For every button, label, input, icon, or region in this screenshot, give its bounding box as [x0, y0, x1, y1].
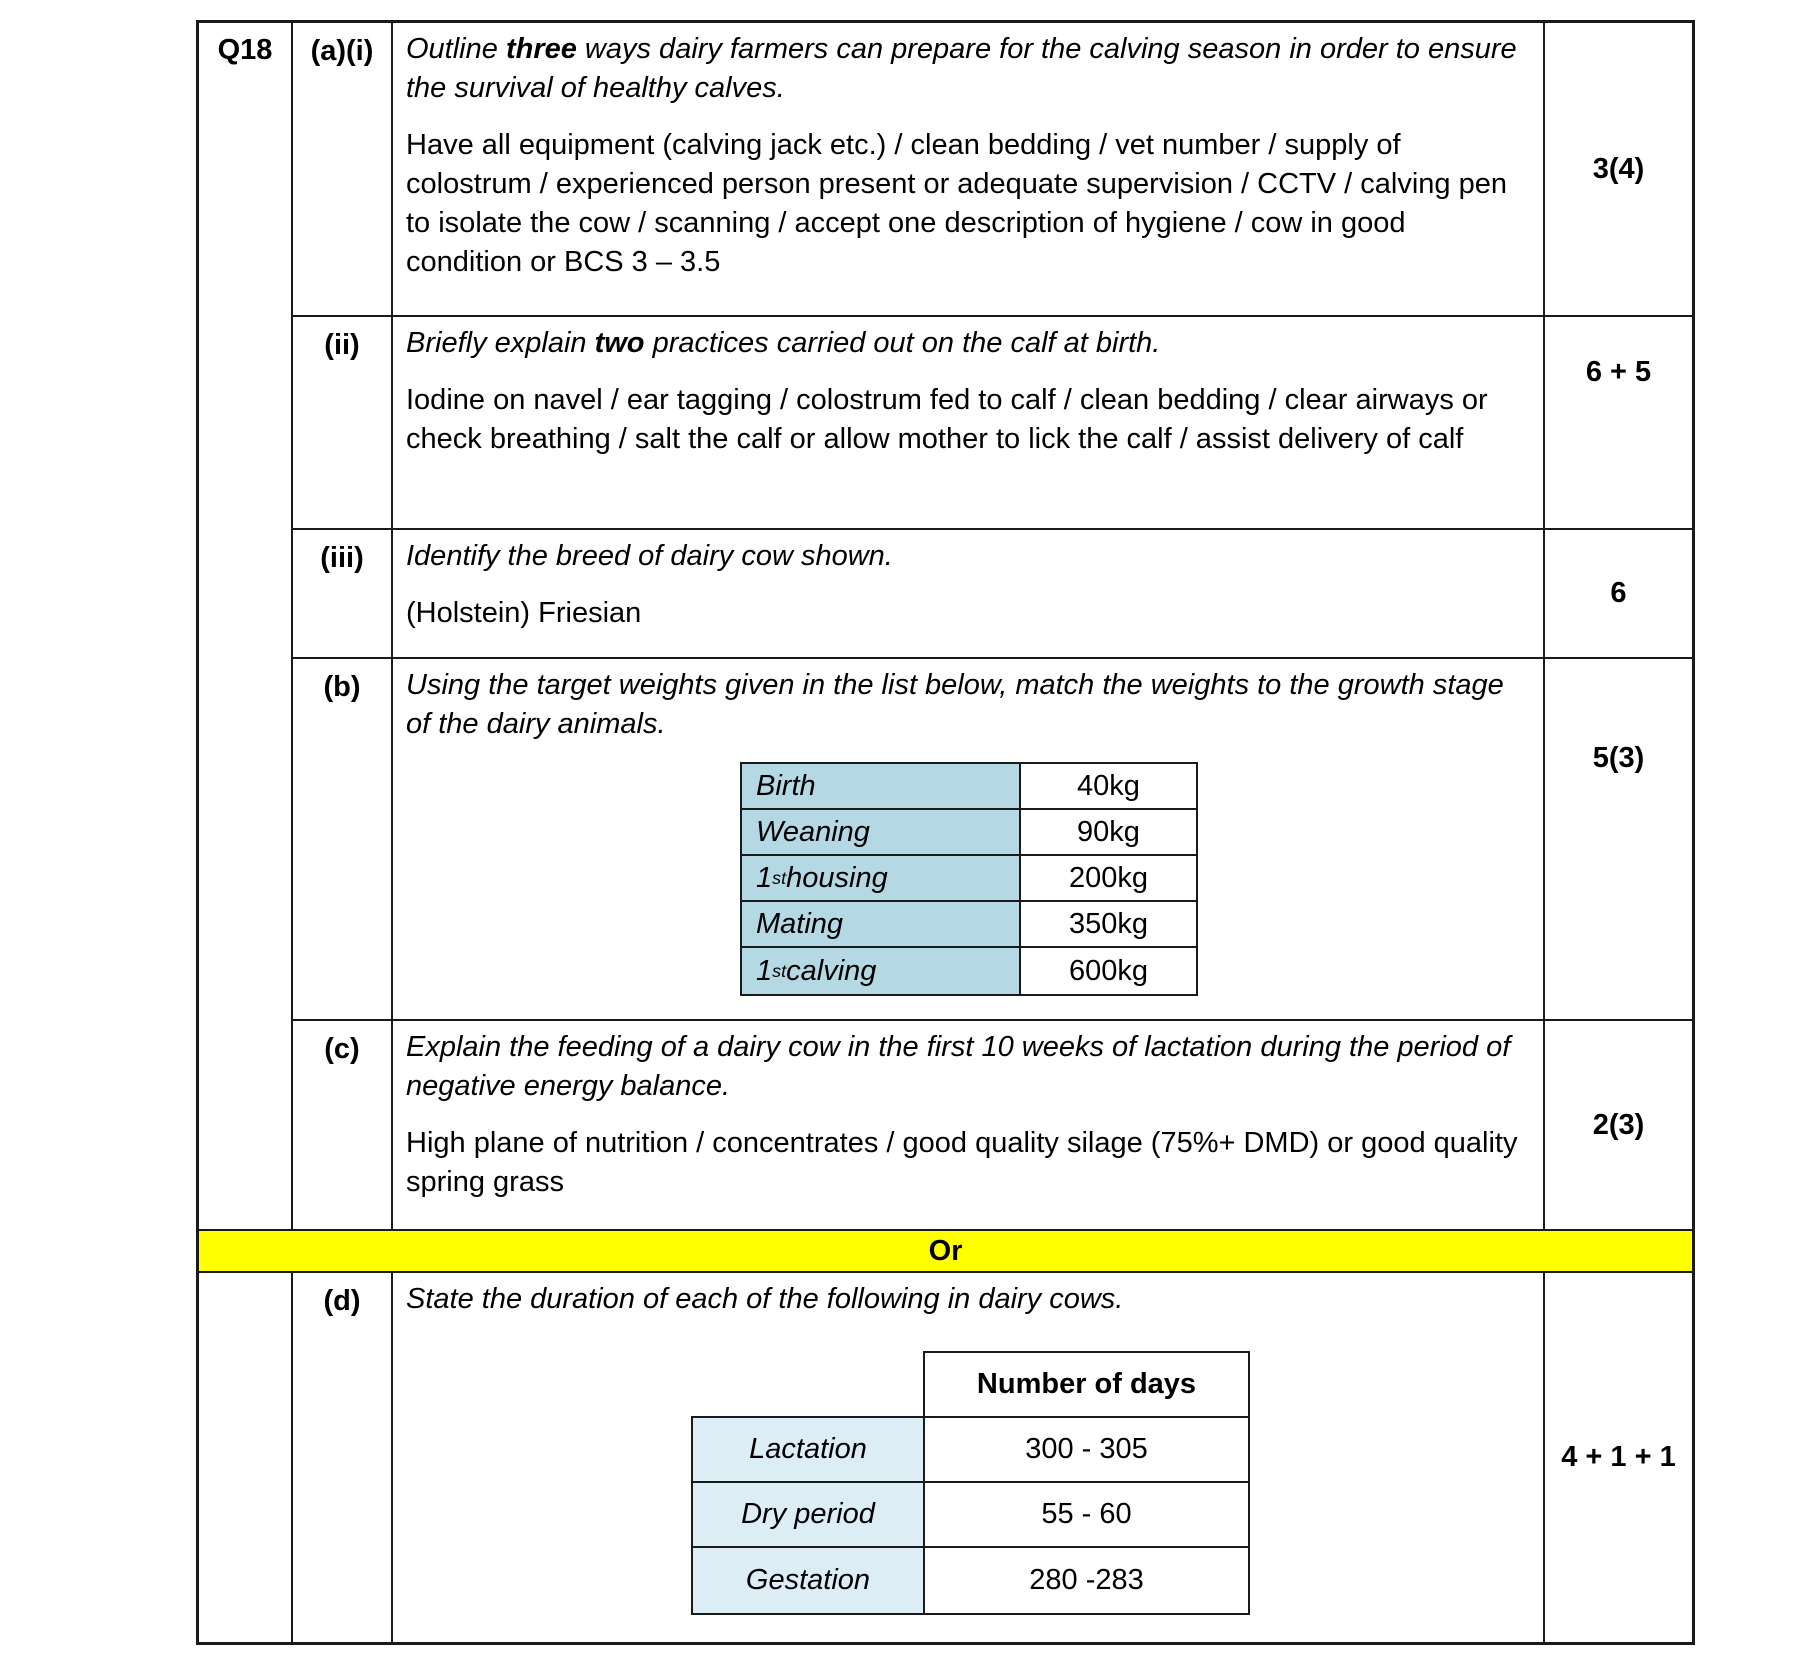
stage-post: calving	[786, 954, 877, 987]
answer-ii: Iodine on navel / ear tagging / colostrum fed to calf / clean bedding / clear airways or check breathing / salt the calf or allow mother to lick the calf / assist delivery of calf	[406, 384, 1488, 455]
weights-stage-mating	[742, 902, 1021, 948]
answer-a-i: Have all equipment (calving jack etc.) / clean bedding / vet number / supply of colostrum / experienced person present or adequate supervision / CCTV / calving pen to isolate the cow / scanning / accept one description of hygiene / cow in good condition or BCS 3 – 3.5	[406, 129, 1507, 278]
weights-value-first-housing: 200kg	[1021, 856, 1196, 902]
content-ii	[391, 317, 1543, 530]
days-label-gestation: Gestation	[693, 1548, 925, 1613]
prompt-ii-post: practices carried out on the calf at birth.	[644, 327, 1161, 359]
marks-ii: 6 + 5	[1543, 317, 1692, 530]
marks-a-i: 3(4)	[1543, 23, 1692, 317]
prompt-c: Explain the feeding of a dairy cow in the first 10 weeks of lactation during the period of negative energy balance.	[406, 1031, 1511, 1102]
weights-stage-weaning	[742, 810, 1021, 856]
prompt-ii-pre: Briefly explain	[406, 327, 595, 359]
days-value-lactation: 300 - 305	[925, 1418, 1248, 1483]
question-number-empty-cell	[199, 1273, 291, 1642]
prompt-a-i-bold: three	[505, 33, 577, 65]
weights-table	[740, 762, 1198, 996]
days-value-dry-period: 55 - 60	[925, 1483, 1248, 1548]
stage-text: Birth	[756, 769, 816, 802]
marks-c: 2(3)	[1543, 1021, 1692, 1229]
or-divider: Or	[199, 1229, 1692, 1273]
part-label-b: (b)	[291, 659, 391, 1021]
stage-text: 1	[756, 861, 773, 894]
prompt-ii-bold: two	[594, 327, 645, 359]
part-label-a-i: (a)(i)	[291, 23, 391, 317]
stage-text: 1	[756, 954, 773, 987]
prompt-a-i-pre: Outline	[406, 33, 506, 65]
marks-b: 5(3)	[1543, 659, 1692, 1021]
stage-post: housing	[786, 861, 888, 894]
prompt-b: Using the target weights given in the list below, match the weights to the growth stage of the dairy animals.	[406, 669, 1504, 740]
part-label-d: (d)	[291, 1273, 391, 1642]
stage-text: Weaning	[756, 815, 870, 848]
prompt-a-i	[406, 30, 1521, 108]
prompt-d: State the duration of each of the following in dairy cows.	[406, 1283, 1124, 1315]
answer-iii: (Holstein) Friesian	[406, 597, 642, 629]
content-b	[391, 659, 1543, 1021]
part-label-c: (c)	[291, 1021, 391, 1229]
weights-stage-first-calving: 1 st calving	[742, 948, 1021, 994]
content-iii	[391, 530, 1543, 659]
days-label-lactation: Lactation	[693, 1418, 925, 1483]
weights-value-weaning: 90kg	[1021, 810, 1196, 856]
weights-stage-birth	[742, 764, 1021, 810]
content-c	[391, 1021, 1543, 1229]
weights-stage-first-housing: 1 st housing	[742, 856, 1021, 902]
prompt-a-i-post: ways dairy farmers can prepare for the calving season in order to ensure the survival of healthy calves.	[406, 33, 1517, 104]
days-table-header: Number of days	[923, 1351, 1250, 1416]
days-table-body	[691, 1416, 1250, 1615]
content-a-i	[391, 23, 1543, 317]
weights-value-mating: 350kg	[1021, 902, 1196, 948]
part-label-iii: (iii)	[291, 530, 391, 659]
question-number: Q18	[217, 34, 273, 66]
content-d	[391, 1273, 1543, 1642]
days-table	[691, 1351, 1250, 1615]
answer-c: High plane of nutrition / concentrates / good quality silage (75%+ DMD) or good quality spring grass	[406, 1127, 1518, 1198]
days-label-dry-period: Dry period	[693, 1483, 925, 1548]
prompt-iii: Identify the breed of dairy cow shown.	[406, 540, 893, 572]
marking-scheme-table	[196, 20, 1695, 1645]
part-label-ii: (ii)	[291, 317, 391, 530]
prompt-ii	[406, 324, 1521, 363]
marks-d: 4 + 1 + 1	[1543, 1273, 1692, 1642]
stage-text: Mating	[756, 907, 844, 940]
days-value-gestation: 280 -283	[1029, 1564, 1144, 1596]
marks-iii: 6	[1543, 530, 1692, 659]
weights-value-first-calving: 600kg	[1068, 954, 1148, 987]
weights-value-birth: 40kg	[1021, 764, 1196, 810]
